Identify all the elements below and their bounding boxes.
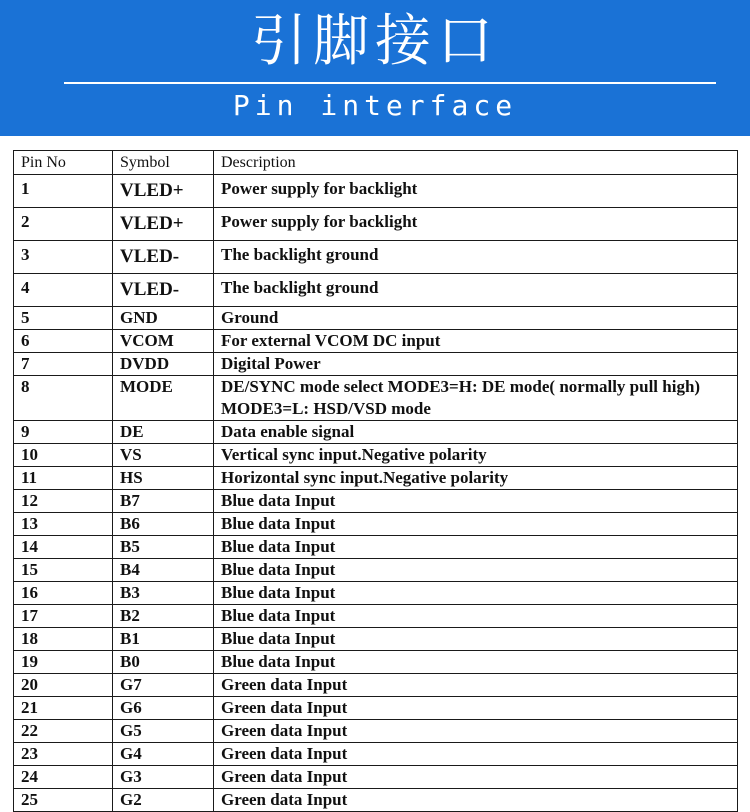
pin-number-cell: 13 xyxy=(14,513,113,536)
description-cell: Green data Input xyxy=(214,720,738,743)
description-cell: Blue data Input xyxy=(214,628,738,651)
pin-number-cell: 4 xyxy=(14,274,113,307)
title-divider xyxy=(64,82,716,84)
description-cell: Data enable signal xyxy=(214,421,738,444)
table-row xyxy=(14,467,738,490)
pin-number-cell: 5 xyxy=(14,307,113,330)
symbol-cell: B1 xyxy=(113,628,214,651)
description-cell: Blue data Input xyxy=(214,513,738,536)
pin-number-cell: 19 xyxy=(14,651,113,674)
pin-number-cell: 1 xyxy=(14,175,113,208)
symbol-cell: G2 xyxy=(113,789,214,812)
pin-number-cell: 12 xyxy=(14,490,113,513)
symbol-cell: G7 xyxy=(113,674,214,697)
table-row xyxy=(14,421,738,444)
table-header-row xyxy=(14,151,738,175)
description-cell: DE/SYNC mode select MODE3=H: DE mode( normally pull high) MODE3=L: HSD/VSD mode xyxy=(214,376,738,421)
table-row xyxy=(14,766,738,789)
table-row xyxy=(14,353,738,376)
pin-number-cell: 9 xyxy=(14,421,113,444)
symbol-cell: B3 xyxy=(113,582,214,605)
symbol-cell: VLED+ xyxy=(113,208,214,241)
table-row xyxy=(14,307,738,330)
pin-number-cell: 18 xyxy=(14,628,113,651)
pin-number-cell: 7 xyxy=(14,353,113,376)
description-cell: Horizontal sync input.Negative polarity xyxy=(214,467,738,490)
symbol-cell: B6 xyxy=(113,513,214,536)
header-description: Description xyxy=(214,151,738,175)
description-cell: Power supply for backlight xyxy=(214,175,738,208)
table-row xyxy=(14,241,738,274)
symbol-cell: B4 xyxy=(113,559,214,582)
description-cell: Green data Input xyxy=(214,674,738,697)
table-row xyxy=(14,674,738,697)
symbol-cell: VCOM xyxy=(113,330,214,353)
symbol-cell: VLED+ xyxy=(113,175,214,208)
symbol-cell: VLED- xyxy=(113,274,214,307)
header-symbol: Symbol xyxy=(113,151,214,175)
table-row xyxy=(14,330,738,353)
pin-number-cell: 17 xyxy=(14,605,113,628)
pin-table xyxy=(13,150,738,812)
symbol-cell: G3 xyxy=(113,766,214,789)
symbol-cell: B0 xyxy=(113,651,214,674)
pin-number-cell: 8 xyxy=(14,376,113,421)
table-row xyxy=(14,208,738,241)
description-cell: Green data Input xyxy=(214,743,738,766)
pin-number-cell: 14 xyxy=(14,536,113,559)
pin-number-cell: 25 xyxy=(14,789,113,812)
description-cell: Blue data Input xyxy=(214,536,738,559)
table-row xyxy=(14,490,738,513)
symbol-cell: MODE xyxy=(113,376,214,421)
description-cell: The backlight ground xyxy=(214,241,738,274)
pin-number-cell: 15 xyxy=(14,559,113,582)
symbol-cell: G4 xyxy=(113,743,214,766)
pin-number-cell: 23 xyxy=(14,743,113,766)
table-row xyxy=(14,582,738,605)
pin-number-cell: 21 xyxy=(14,697,113,720)
pin-number-cell: 10 xyxy=(14,444,113,467)
description-cell: Vertical sync input.Negative polarity xyxy=(214,444,738,467)
table-row xyxy=(14,628,738,651)
header-pin-no: Pin No xyxy=(14,151,113,175)
description-cell: Digital Power xyxy=(214,353,738,376)
pin-number-cell: 3 xyxy=(14,241,113,274)
symbol-cell: HS xyxy=(113,467,214,490)
pin-number-cell: 22 xyxy=(14,720,113,743)
table-row xyxy=(14,444,738,467)
table-body xyxy=(14,175,738,812)
symbol-cell: GND xyxy=(113,307,214,330)
description-cell: Blue data Input xyxy=(214,651,738,674)
table-row xyxy=(14,175,738,208)
pin-number-cell: 2 xyxy=(14,208,113,241)
pin-number-cell: 24 xyxy=(14,766,113,789)
description-cell: Green data Input xyxy=(214,789,738,812)
header-banner xyxy=(0,0,750,136)
pin-number-cell: 16 xyxy=(14,582,113,605)
description-cell: Blue data Input xyxy=(214,559,738,582)
description-cell: For external VCOM DC input xyxy=(214,330,738,353)
pin-number-cell: 11 xyxy=(14,467,113,490)
table-row xyxy=(14,651,738,674)
description-cell: Ground xyxy=(214,307,738,330)
description-cell: Blue data Input xyxy=(214,490,738,513)
table-row xyxy=(14,605,738,628)
symbol-cell: B7 xyxy=(113,490,214,513)
description-cell: Blue data Input xyxy=(214,605,738,628)
symbol-cell: VS xyxy=(113,444,214,467)
description-cell: Power supply for backlight xyxy=(214,208,738,241)
pin-number-cell: 6 xyxy=(14,330,113,353)
table-row xyxy=(14,743,738,766)
symbol-cell: B2 xyxy=(113,605,214,628)
table-row xyxy=(14,789,738,812)
table-row xyxy=(14,376,738,421)
description-cell: Blue data Input xyxy=(214,582,738,605)
description-cell: Green data Input xyxy=(214,766,738,789)
description-cell: Green data Input xyxy=(214,697,738,720)
pin-number-cell: 20 xyxy=(14,674,113,697)
symbol-cell: B5 xyxy=(113,536,214,559)
table-row xyxy=(14,559,738,582)
symbol-cell: G5 xyxy=(113,720,214,743)
table-row xyxy=(14,513,738,536)
table-row xyxy=(14,536,738,559)
symbol-cell: G6 xyxy=(113,697,214,720)
page-title-english: Pin interface xyxy=(232,89,518,122)
table-row xyxy=(14,697,738,720)
symbol-cell: VLED- xyxy=(113,241,214,274)
table-row xyxy=(14,720,738,743)
table-row xyxy=(14,274,738,307)
symbol-cell: DVDD xyxy=(113,353,214,376)
page-title-chinese: 引脚接口 xyxy=(251,9,499,74)
symbol-cell: DE xyxy=(113,421,214,444)
description-cell: The backlight ground xyxy=(214,274,738,307)
